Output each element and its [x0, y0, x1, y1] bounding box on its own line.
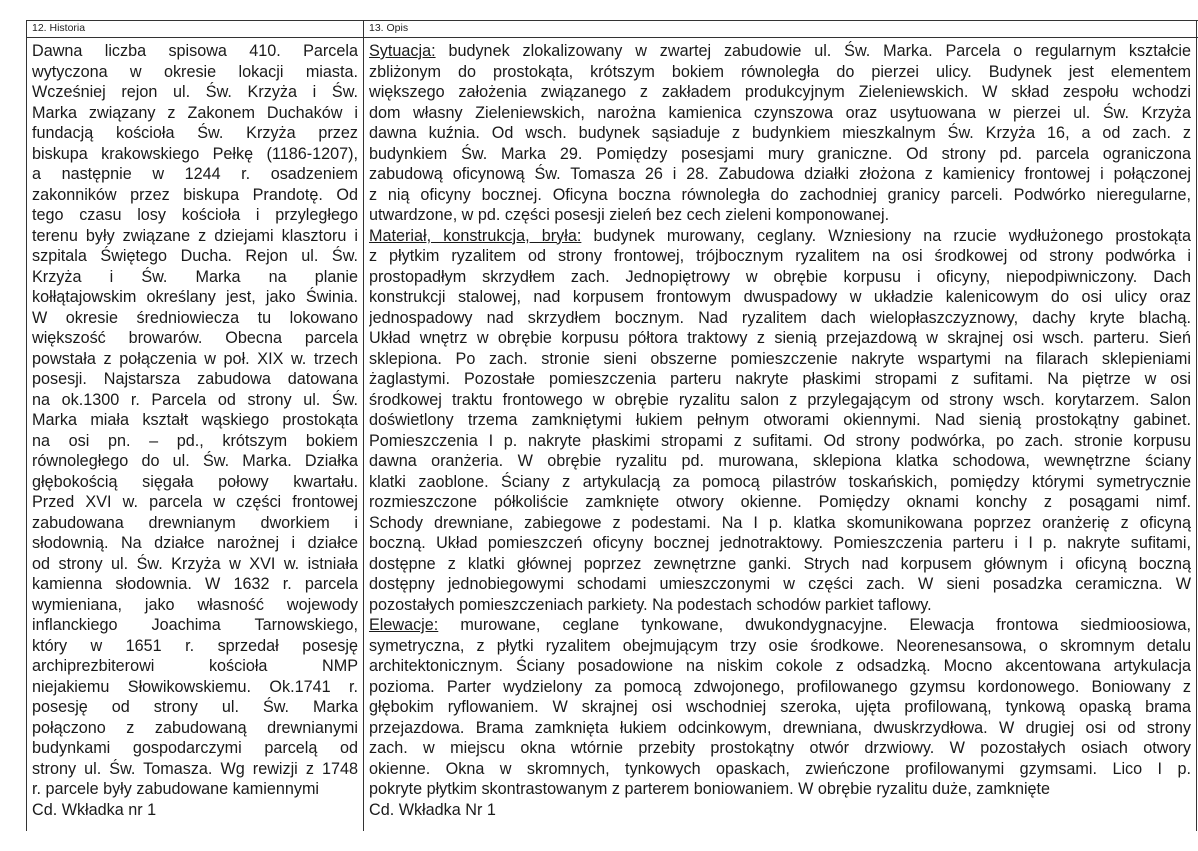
description-text-column: [369, 41, 1191, 820]
history-line: od strony ul. Św. Krzyża w XVI w. istniała: [32, 554, 358, 573]
history-line: inflanckiego Joachima Tarnowskiego,: [32, 616, 358, 634]
description-line-text: dostępne z klatki głównej poprzez zewnętrzne ganki. Strych nad korpusem głównym i oficyną boczną: [369, 554, 1191, 573]
history-line: posesji. Najstarsza zabudowa datowana: [32, 370, 358, 388]
description-line-text: z nią oficyny bocznej. Oficyna boczna równoległa do zachodniej granicy parceli. Podwórko nieregularne,: [369, 185, 1191, 204]
description-line: [369, 431, 1191, 452]
history-line: większość browarów. Obecna parcela: [32, 329, 358, 347]
history-line: równoległego do ul. Św. Marka. Działka: [32, 452, 358, 470]
history-line: kamienna słodownia. W 1632 r. parcela: [32, 575, 358, 593]
description-line: [369, 779, 1191, 800]
history-line: kołłątajowskim określany jest, jako Świnia.: [32, 288, 358, 306]
description-line: [369, 103, 1191, 124]
history-line: wymieniana, jako własność wojewody: [32, 595, 358, 614]
history-line: głębokością sięgała połowy kwartału.: [32, 472, 358, 491]
description-line-text: sklepiona. Po zach. stronie sieni obszerne pomieszczenie nakryte wspartymi na filarach sklepieniami: [369, 349, 1191, 368]
history-line: który w 1651 r. sprzedał posesję: [32, 636, 358, 655]
description-line: [369, 185, 1191, 206]
description-line-text: konstrukcji stalowej, nad korpusem frontowym dwuspadowy w układzie kalenicowym do osi ulicy oraz: [369, 288, 1191, 306]
description-line: [369, 492, 1191, 513]
history-text-column: [32, 41, 358, 820]
description-line-text: budynek zlokalizowany w zwartej zabudowie ul. Św. Marka. Parcela o regularnym kształcie: [435, 42, 1191, 60]
history-line: Dawna liczba spisowa 410. Parcela: [32, 42, 358, 60]
history-line: archiprezbiterowi kościoła NMP: [32, 657, 358, 675]
description-line: [369, 349, 1191, 370]
description-line-text: murowane, ceglane tynkowane, dwukondygnacyjne. Elewacja frontowa siedmioosiowa,: [438, 616, 1191, 634]
description-line: [369, 677, 1191, 698]
description-line: [369, 41, 1191, 62]
description-line: [369, 800, 1191, 821]
description-line-text: Cd. Wkładka Nr 1: [369, 800, 496, 819]
history-line: niejakiemu Słowikowskiemu. Ok.1741 r.: [32, 677, 358, 696]
description-line-text: utwardzone, w pd. części posesji zieleń bez cech zieleni komponowanej.: [369, 206, 890, 224]
description-line-text: z płytkim ryzalitem od strony frontowej, trójbocznym ryzalitem na osi środkowej od strony podwórka i: [369, 247, 1191, 265]
description-line-text: środkowej traktu frontowego w obrębie ryzalitu salon z przylegającym od strony wsch. korytarzem. Salon: [369, 390, 1191, 409]
description-line: [369, 738, 1191, 759]
section-label: Materiał, konstrukcja, bryła:: [369, 226, 582, 245]
table-top-border: [26, 20, 1198, 21]
description-line: [369, 718, 1191, 739]
description-line: [369, 287, 1191, 308]
description-line-text: dostępny jednobiegowymi schodami umieszczonymi w części zach. W sieni posadzka ceramiczna. W: [369, 575, 1191, 593]
description-line-text: klatki zaoblone. Ściany z artykulacją za pomocą pilastrów toskańskich, pomiędzy którymi symetrycznie: [369, 472, 1191, 491]
history-line: strony ul. Św. Tomasza. Wg rewizji z 1748: [32, 759, 358, 778]
description-line: [369, 554, 1191, 575]
description-line-text: pozioma. Parter wydzielony za pomocą zdwojonego, profilowanego gzymsu kordonowego. Boniowany z: [369, 677, 1191, 696]
description-line-text: dom własny Zieleniewskich, narożna kamienica czynszowa oraz usytuowana w pierzei ul. Św. Krzyża: [369, 103, 1191, 122]
description-line-text: dawna oranżeria. W obrębie ryzalitu pd. murowana, sklepiona klatka schodowa, wewnętrzne ściany: [369, 452, 1191, 470]
description-line: [369, 574, 1191, 595]
history-line: powstała z połączenia w poł. XIX w. trzech: [32, 349, 358, 368]
description-line: [369, 697, 1191, 718]
description-line-text: większego założenia związanego z zakładem produkcyjnym Zieleniewskich. W skład zespołu wchodzi: [369, 83, 1191, 101]
history-line: posesję od strony ul. Św. Marka: [32, 698, 358, 716]
description-line: [369, 328, 1191, 349]
description-line: [369, 513, 1191, 534]
history-line: zakonników przez biskupa Prandotę. Od: [32, 185, 358, 204]
history-line: Marka związany z Zakonem Duchaków i: [32, 103, 358, 122]
description-line-text: zabudową oficynową Św. Tomasza 26 i 28. Zabudowa działki złożona z kamienicy frontowej i połączonej: [369, 165, 1191, 183]
history-line: Wcześniej rejon ul. Św. Krzyża i Św.: [32, 83, 358, 101]
description-line: [369, 533, 1191, 554]
description-line-text: przejazdowa. Brama zamknięta łukiem odcinkowym, drewniana, dwuskrzydłowa. W drugiej osi od strony: [369, 718, 1191, 737]
description-column-header: 13. Opis: [369, 22, 409, 34]
history-line: zabudowana drewnianym dworkiem i: [32, 513, 358, 532]
description-line-text: pokryte płytkim skontrastowanym z parterem boniowaniem. W obrębie ryzalitu duże, zamknięte: [369, 780, 1051, 798]
history-line: szpitala Świętego Ducha. Rejon ul. Św.: [32, 247, 358, 265]
description-line: [369, 472, 1191, 493]
description-line: [369, 226, 1191, 247]
history-line: Krzyża i Św. Marka na planie: [32, 267, 358, 286]
history-line: Przed XVI w. parcela w części frontowej: [32, 493, 358, 511]
description-line-text: architektonicznym. Ściany posadowione na niskim cokole z odsadzką. Mocno akcentowana artykulacja: [369, 657, 1191, 675]
history-line: W okresie średniowiecza tu lokowano: [32, 308, 358, 327]
description-line: [369, 267, 1191, 288]
history-line: terenu były związane z dziejami klasztoru i: [32, 226, 358, 245]
description-line: [369, 390, 1191, 411]
description-line: [369, 62, 1191, 83]
history-line: tego czasu losy kościoła i przyległego: [32, 206, 358, 224]
description-line: [369, 595, 1191, 616]
description-line-text: Układ wnętrz w obrębie korpusu półtora traktowy z sienią przejazdową w skrajnej osi wsch. parteru. Sień: [369, 329, 1191, 347]
description-line-text: boczną. Układ pomieszczeń oficyny bocznej jednotraktowy. Pomieszczenia parteru i I p. nakryte sufitami,: [369, 534, 1191, 552]
history-line: biskupa krakowskiego Pełkę (1186-1207),: [32, 144, 358, 163]
description-line: [369, 369, 1191, 390]
description-line-text: zach. w miejscu okna wtórnie przebity prostokątny otwór drzwiowy. W pozostałych osiach otwory: [369, 739, 1191, 757]
description-line: [369, 205, 1191, 226]
description-line: [369, 144, 1191, 165]
history-line: na osi pn. – pd., krótszym bokiem: [32, 431, 358, 450]
description-line-text: prostopadłym skrzydłem zach. Jednopiętrowy w obrębie korpusu i oficyny, niepodpiwniczony. Dach: [369, 267, 1191, 286]
description-line-text: budynkiem Św. Marka 29. Pomiędzy posesjami mury graniczne. Od strony pd. parcela ograniczona: [369, 144, 1191, 163]
history-line: a następnie w 1244 r. osadzeniem: [32, 165, 358, 183]
section-label: Sytuacja:: [369, 42, 436, 60]
history-line: Cd. Wkładka nr 1: [32, 800, 157, 819]
history-line: fundacją kościoła Św. Krzyża przez: [32, 124, 358, 142]
description-line-text: budynek murowany, ceglany. Wzniesiony na rzucie wydłużonego prostokąta: [581, 226, 1191, 245]
description-line: [369, 410, 1191, 431]
description-line-text: Pomieszczenia I p. nakryte płaskimi stropami z sufitami. Od strony podwórka, po zach. stronie korpusu: [369, 431, 1191, 450]
table-left-border: [26, 20, 27, 831]
table-column-divider: [363, 20, 364, 831]
description-line: [369, 246, 1191, 267]
history-line: budynkami gospodarczymi parcelą od: [32, 739, 358, 757]
description-line-text: żaglastymi. Pozostałe pomieszczenia parteru nakryte płaskimi stropami z sufitami. Na piętrze w osi: [369, 370, 1191, 388]
section-label: Elewacje:: [369, 616, 439, 634]
description-line-text: pozostałych pomieszczeniach parkiety. Na podestach schodów parkiet taflowy.: [369, 595, 932, 614]
history-line: r. parcele były zabudowane kamiennymi: [32, 780, 320, 798]
description-line: [369, 759, 1191, 780]
table-right-border: [1196, 20, 1197, 831]
description-line-text: Schody drewniane, zabiegowe z podestami. Na I p. klatka skomunikowana poprzez oranżerię z oficyną: [369, 513, 1191, 532]
history-column-header: 12. Historia: [32, 22, 86, 34]
table-header-divider: [26, 37, 1198, 38]
description-line-text: symetryczna, z płytki ryzalitem obejmującym trzy osie środkowe. Neorenesansowa, o skromnym detalu: [369, 636, 1191, 655]
description-line: [369, 451, 1191, 472]
description-line: [369, 82, 1191, 103]
description-line: [369, 123, 1191, 144]
description-line-text: okienne. Okna w skromnych, tynkowych opaskach, zwieńczone profilowanymi gzymsami. Lico I p.: [369, 759, 1191, 778]
description-line-text: dawna kuźnia. Od wsch. budynek sąsiaduje z budynkiem mieszkalnym Św. Krzyża 16, a od zach. z: [369, 124, 1191, 142]
history-line: wytyczona w okresie lokacji miasta.: [32, 62, 358, 81]
description-line-text: jednospadowy nad skrzydłem bocznym. Nad ryzalitem dach wielopłaszczyznowy, dachy kryte blachą.: [369, 308, 1191, 327]
description-line: [369, 164, 1191, 185]
description-line-text: doświetlony trzema zamkniętymi łukiem pełnym otworami okiennymi. Nad sienią prostokątny gabinet.: [369, 411, 1191, 429]
description-line: [369, 615, 1191, 636]
description-line-text: rozmieszczone półkoliście zamknięte otwory okienne. Pomiędzy oknami konchy z posągami nimf.: [369, 493, 1191, 511]
history-line: słodownią. Na działce narożnej i działce: [32, 534, 358, 552]
description-line: [369, 636, 1191, 657]
description-line-text: zbliżonym do prostokąta, krótszym bokiem równoległa do pierzei ulicy. Budynek jest elementem: [369, 62, 1191, 81]
history-line: połączono z zabudowaną drewnianymi: [32, 718, 358, 737]
description-line: [369, 308, 1191, 329]
description-line-text: głębokim ryflowaniem. W skrajnej osi wschodniej szeroka, ujęta profilowaną, tynkową opaską brama: [369, 698, 1191, 716]
history-line: Marka miała kształt wąskiego prostokąta: [32, 411, 358, 429]
history-line: na ok.1300 r. Parcela od strony ul. Św.: [32, 390, 358, 409]
description-line: [369, 656, 1191, 677]
